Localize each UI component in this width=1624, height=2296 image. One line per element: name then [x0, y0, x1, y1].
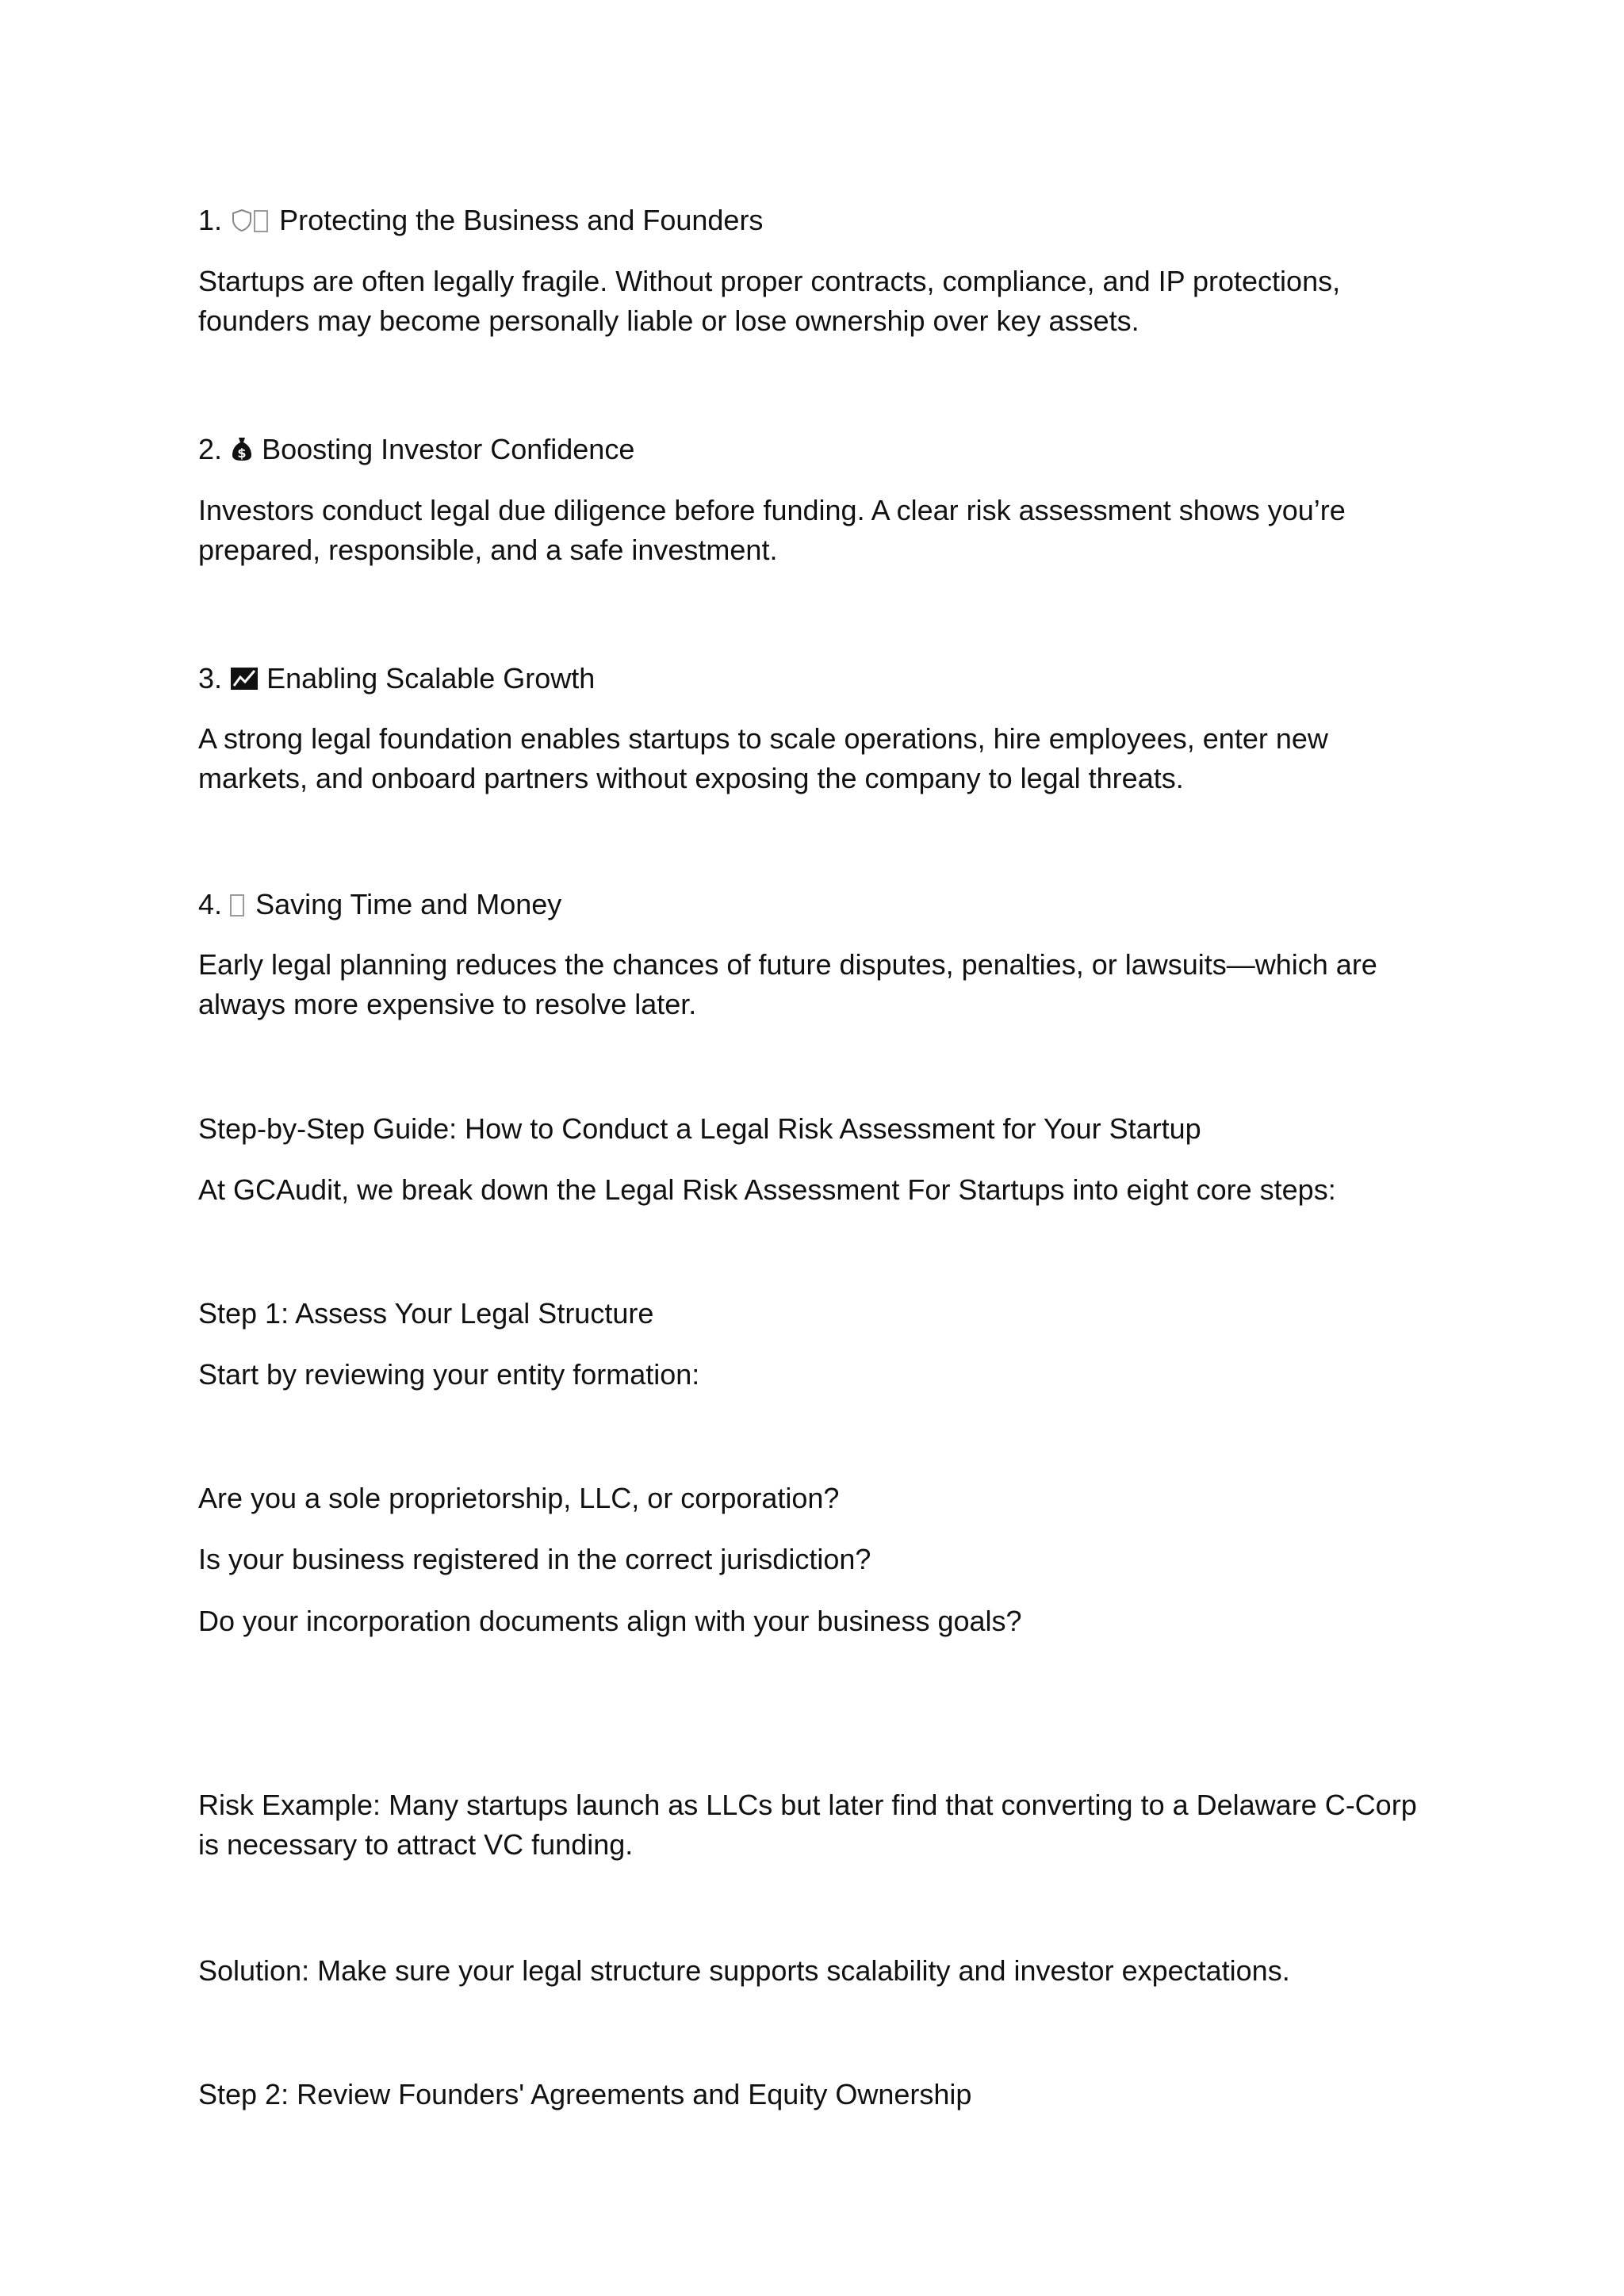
section-2-body: Investors conduct legal due diligence before funding. A clear risk assessment shows you’re prepared, responsible, and a safe investment. — [198, 494, 1346, 566]
step-1-question: Do your incorporation documents align with your business goals? — [198, 1605, 1022, 1637]
shield-icon — [230, 204, 254, 243]
section-4-number: 4. — [198, 888, 223, 920]
section-4-heading — [198, 885, 1435, 924]
guide-intro: At GCAudit, we break down the Legal Risk Assessment For Startups into eight core steps: — [198, 1173, 1336, 1206]
step-1-question: Is your business registered in the correct jurisdiction? — [198, 1543, 871, 1575]
section-1-number: 1. — [198, 204, 223, 236]
missing-glyph-icon — [254, 210, 268, 232]
section-4-title: Saving Time and Money — [255, 888, 562, 920]
section-1-body: Startups are often legally fragile. Without proper contracts, compliance, and IP protections, founders may become personally liable or lose ownership over key assets. — [198, 265, 1341, 337]
section-2-number: 2. — [198, 433, 223, 465]
risk-example: Risk Example: Many startups launch as LLCs but later find that converting to a Delaware C-Corp is necessary to attract VC funding. — [198, 1789, 1417, 1861]
section-3-title: Enabling Scalable Growth — [266, 662, 596, 695]
svg-text:$: $ — [237, 446, 247, 461]
section-3-heading — [198, 659, 1435, 702]
chart-increasing-icon — [230, 662, 259, 702]
section-2-heading — [198, 430, 1435, 473]
section-1-title: Protecting the Business and Founders — [279, 204, 764, 236]
section-3-body: A strong legal foundation enables startups to scale operations, hire employees, enter new markets, and onboard partners without exposing the company to legal threats. — [198, 722, 1328, 794]
money-bag-icon — [230, 433, 254, 473]
step-1-question: Are you a sole proprietorship, LLC, or corporation? — [198, 1482, 840, 1514]
step-2-heading: Step 2: Review Founders' Agreements and Equity Ownership — [198, 2078, 972, 2110]
step-1-heading: Step 1: Assess Your Legal Structure — [198, 1297, 654, 1330]
solution: Solution: Make sure your legal structure supports scalability and investor expectations. — [198, 1954, 1290, 1987]
guide-heading: Step-by-Step Guide: How to Conduct a Legal Risk Assessment for Your Startup — [198, 1112, 1201, 1145]
section-2-title: Boosting Investor Confidence — [262, 433, 635, 465]
missing-glyph-icon — [230, 894, 244, 916]
step-1-intro: Start by reviewing your entity formation: — [198, 1358, 700, 1391]
section-1-heading — [198, 201, 1435, 243]
section-3-number: 3. — [198, 662, 223, 695]
section-4-body: Early legal planning reduces the chances of future disputes, penalties, or lawsuits—which are always more expensive to resolve later. — [198, 948, 1377, 1020]
